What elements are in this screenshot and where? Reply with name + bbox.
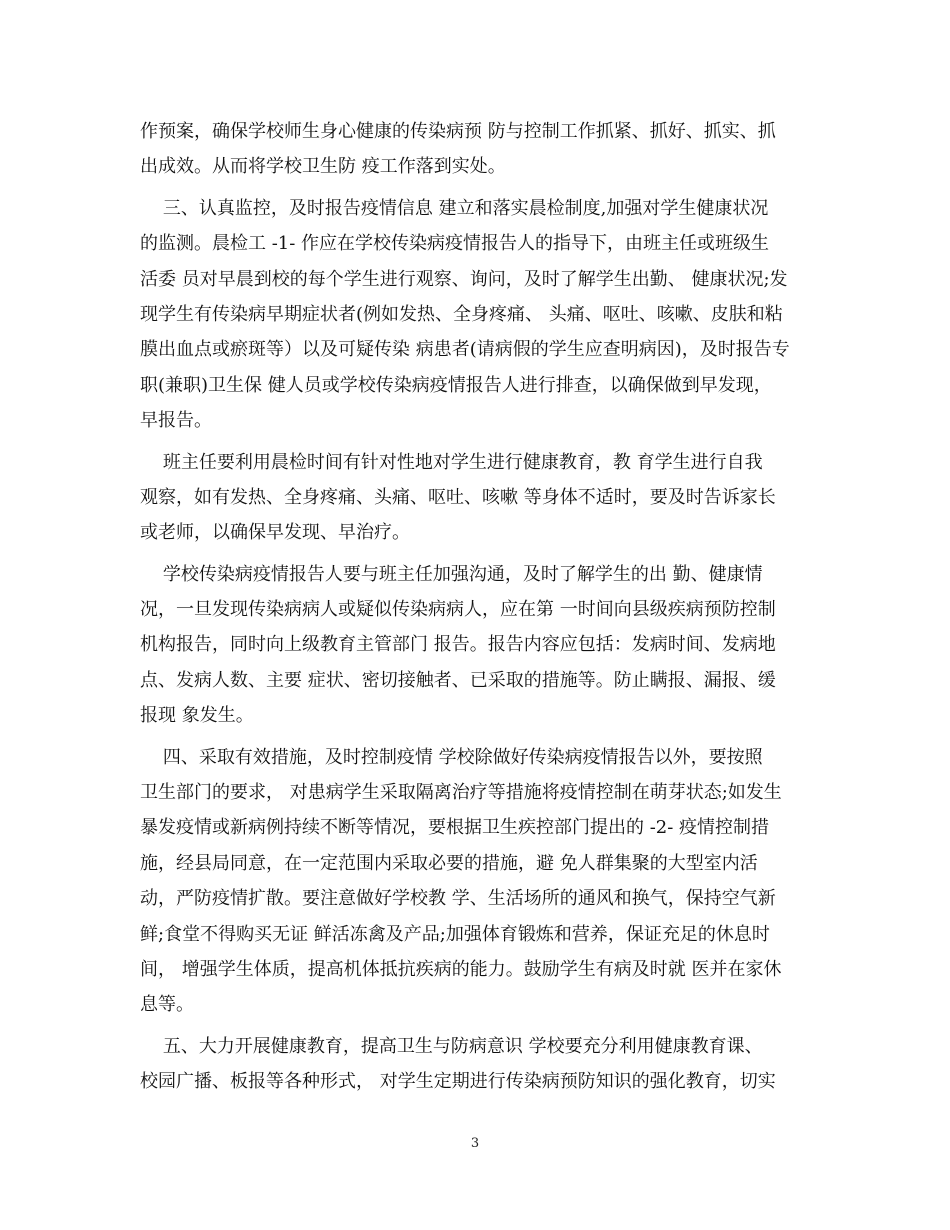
text-line: 班主任要利用晨检时间有针对性地对学生进行健康教育，教 育学生进行自我 <box>140 451 763 473</box>
text-line: 施，经县局同意，在一定范围内采取必要的措施，避 免人群集聚的大型室内活 <box>140 852 758 874</box>
text-line: 职(兼职)卫生保 健人员或学校传染病疫情报告人进行排查，以确保做到早发现， <box>140 374 772 396</box>
text-line: 校园广播、板报等各种形式， 对学生定期进行传染病预防知识的强化教育，切实 <box>140 1071 776 1093</box>
body-text <box>140 114 810 1100</box>
text-line: 膜出血点或瘀斑等）以及可疑传染 病患者(请病假的学生应查明病因)，及时报告专 <box>140 339 790 361</box>
text-line: 动，严防疫情扩散。要注意做好学校教 学、生活场所的通风和换气，保持空气新 <box>140 888 776 910</box>
page-number: 3 <box>470 1136 480 1151</box>
text-line: 作预案，确保学校师生身心健康的传染病预 防与控制工作抓紧、抓好、抓实、抓 <box>140 121 776 142</box>
text-line: 活委 员对早晨到校的每个学生进行观察、询问，及时了解学生出勤、 健康状况;发 <box>140 268 788 290</box>
text-line: 或老师，以确保早发现、早治疗。 <box>140 522 410 544</box>
text-line: 卫生部门的要求， 对患病学生采取隔离治疗等措施将疫情控制在萌芽状态;如发生 <box>140 782 782 804</box>
text-line: 点、发病人数、主要 症状、密切接触者、已采取的措施等。防止瞒报、漏报、缓 <box>140 669 776 691</box>
text-line: 五、大力开展健康教育，提高卫生与防病意识 学校要充分利用健康教育课、 <box>140 1035 763 1057</box>
text-line: 机构报告，同时向上级教育主管部门 报告。报告内容应包括：发病时间、发病地 <box>140 634 776 656</box>
text-line: 四、采取有效措施，及时控制疫情 学校除做好传染病疫情报告以外，要按照 <box>140 746 763 768</box>
text-line: 的监测。晨检工 -1- 作应在学校传染病疫情报告人的指导下，由班主任或班级生 <box>140 233 770 255</box>
text-line: 学校传染病疫情报告人要与班主任加强沟通，及时了解学生的出 勤、健康情 <box>140 563 763 585</box>
text-line: 息等。 <box>140 994 194 1016</box>
text-line: 出成效。从而将学校卫生防 疫工作落到实处。 <box>140 156 506 178</box>
text-line: 观察，如有发热、全身疼痛、头痛、呕吐、咳嗽 等身体不适时，要及时告诉家长 <box>140 486 776 508</box>
text-line: 现学生有传染病早期症状者(例如发热、全身疼痛、 头痛、呕吐、咳嗽、皮肤和粘 <box>140 303 783 325</box>
text-line: 暴发疫情或新病例持续不断等情况，要根据卫生疾控部门提出的 -2- 疫情控制措 <box>140 817 770 839</box>
text-line: 况，一旦发现传染病病人或疑似传染病病人，应在第 一时间向县级疾病预防控制 <box>140 599 776 621</box>
text-line: 早报告。 <box>140 410 212 432</box>
text-line: 三、认真监控，及时报告疫情信息 建立和落实晨检制度,加强对学生健康状况 <box>140 197 769 219</box>
text-line: 间， 增强学生体质，提高机体抵抗疾病的能力。鼓励学生有病及时就 医并在家休 <box>140 958 782 980</box>
text-line: 鲜;食堂不得购买无证 鲜活冻禽及产品;加强体育锻炼和营养，保证充足的休息时 <box>140 923 770 945</box>
text-line: 报现 象发生。 <box>140 705 254 727</box>
